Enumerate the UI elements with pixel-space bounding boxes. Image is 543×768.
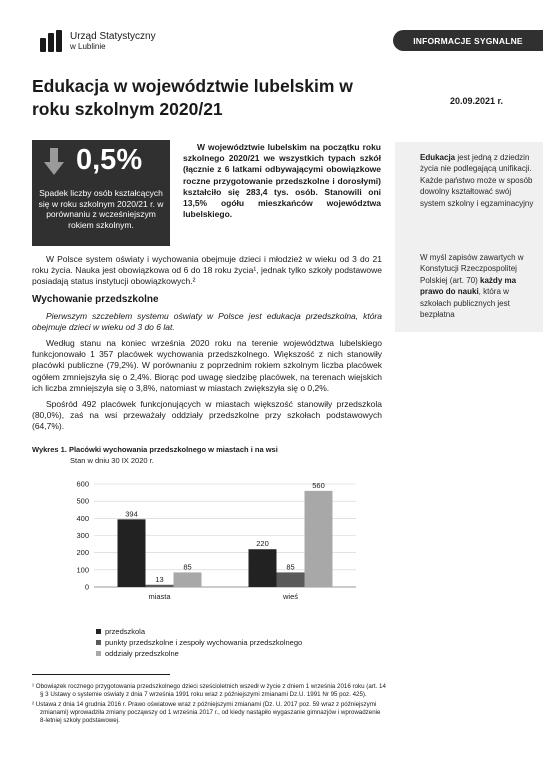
- sidebar-note-constitution-post: , która w szkołach publicznych jest bezpłatna: [420, 287, 510, 320]
- page-title: Edukacja w województwie lubelskim w roku szkolnym 2020/21: [32, 76, 353, 119]
- footnote-divider: [32, 674, 170, 675]
- legend-item: [96, 626, 302, 637]
- footnote-2: ² Ustawa z dnia 14 grudnia 2016 r. Prawo oświatowe wraz z późniejszymi zmianami (Dz. U. 2017 poz. 59 wraz z późniejszymi zmianami) wprowadziła zmiany począwszy od 1 września 2017 r., od kiedy nastąpiło wygaszanie gimnazjów i wprowadzenie 8-letniej szkoły podstawowej.: [32, 701, 381, 724]
- footnotes: [32, 683, 387, 727]
- bar: [146, 585, 174, 587]
- bar-chart: [64, 470, 364, 605]
- bar: [174, 572, 202, 587]
- sidebar-note-constitution: [420, 252, 536, 320]
- org-name-line2: w Lublinie: [70, 41, 106, 51]
- legend-item: [96, 637, 302, 648]
- bar: [305, 491, 333, 587]
- publication-date: 20.09.2021 r.: [450, 96, 504, 106]
- section-title: Wychowanie przedszkolne: [32, 294, 159, 305]
- y-tick-label: 400: [76, 513, 89, 523]
- x-tick-label: miasta: [148, 592, 171, 601]
- y-tick-label: 600: [76, 479, 89, 489]
- bar: [118, 519, 146, 587]
- org-name: [70, 31, 156, 52]
- intro-paragraph: W województwie lubelskim na początku roku szkolnego 2020/21 we wszystkich typach szkół (łącznie z 6 latkami odbywającymi obowiązkowe roczne przygotowanie przedszkolne i dorosłymi) kształciło się 283,4 tys. osób. Stanowili oni 13,5% ogółu mieszkańców województwa lubelskiego.: [183, 142, 381, 220]
- y-tick-label: 300: [76, 531, 89, 540]
- kpi-description: Spadek liczby osób kształcących się w roku szkolnym 2020/21 r. w porównaniu z wcześniejszym rokiem szkolnym.: [38, 188, 164, 230]
- body-paragraph-2: Pierwszym szczeblem systemu oświaty w Polsce jest edukacja przedszkolna, która obejmuje dzieci w wieku od 3 do 6 lat.: [32, 311, 382, 333]
- body-paragraph-1: W Polsce system oświaty i wychowania obejmuje dzieci i młodzież w wieku od 3 do 21 roku życia. Nauka jest obowiązkowa od 6 do 18 roku życia¹, jednak tylko szkoły podstawowe posiadają status instytucji obowiązkowych.²: [32, 254, 382, 287]
- legend-label: przedszkola: [105, 627, 146, 636]
- data-label: 560: [312, 480, 325, 490]
- bar: [249, 549, 277, 587]
- legend-label: oddziały przedszkolne: [105, 649, 179, 658]
- sidebar-note-constitution-bold: każdy ma prawo do nauki: [420, 275, 517, 297]
- data-label: 85: [286, 562, 295, 572]
- legend-swatch: [96, 640, 101, 645]
- footnote-1: ¹ Obowiązek rocznego przygotowania przedszkolnego dzieci sześcioletnich wszedł w życie z dniem 1 września 2016 roku (art. 14 § 3 Ustawy o systemie oświaty z dnia 7 września 1991 roku wraz z późniejszymi zmianami Dz.U. 1991 Nr 95 poz. 425).: [32, 683, 386, 698]
- org-name-line1: Urząd Statystyczny: [70, 30, 156, 42]
- legend-swatch: [96, 629, 101, 634]
- arrow-down-icon: [44, 148, 64, 176]
- sidebar-note-education-text: jest jedną z dziedzin życia nie podlegającą unifikacji. Każde państwo może w sposób dowolny kształtować swój system szkolny i egzaminacyjny: [420, 153, 534, 208]
- data-label: 85: [183, 562, 192, 572]
- sidebar-note-education-bold: Edukacja: [420, 153, 456, 162]
- legend-swatch: [96, 651, 101, 656]
- publication-type-banner: INFORMACJE SYGNALNE: [393, 30, 543, 51]
- kpi-value: 0,5%: [76, 144, 143, 176]
- sidebar-note-education: [420, 152, 536, 209]
- bar: [277, 572, 305, 587]
- data-label: 394: [125, 509, 138, 519]
- legend-item: [96, 648, 302, 659]
- sidebar-note-constitution-pre: W myśl zapisów zawartych w Konstytucji Rzeczpospolitej Polskiej (art. 70): [420, 253, 524, 285]
- body-paragraph-3: Według stanu na koniec września 2020 roku na terenie województwa lubelskiego funkcjonowało 1 357 placówek wychowania przedszkolnego. Większość z nich stanowiły placówki publiczne (79,2%). W porównaniu z poprzednim rokiem szkolnym liczba placówek ogółem zmniejszyła się o 2,4%. Biorąc pod uwagę siedzibę placówek, na terenach wiejskich ich liczba zmniejszyła się o 3,8%, natomiast w miastach zwiększyła się o 0,2%.: [32, 338, 382, 393]
- y-tick-label: 500: [76, 496, 89, 506]
- y-tick-label: 0: [84, 582, 89, 592]
- body-paragraph-4: Spośród 492 placówek funkcjonujących w miastach większość stanowiły przedszkola (80,0%), zaś na wsi przeważały oddziały przedszkolne przy szkołach podstawowych (64,7%).: [32, 399, 382, 432]
- legend-label: punkty przedszkolne i zespoły wychowania przedszkolnego: [105, 638, 303, 647]
- org-emblem-icon: [40, 30, 64, 52]
- x-tick-label: wieś: [282, 592, 299, 601]
- org-logo: [40, 30, 156, 52]
- y-tick-label: 100: [76, 565, 89, 575]
- figure-title: Wykres 1. Placówki wychowania przedszkolnego w miastach i na wsi: [32, 445, 278, 454]
- chart-legend: [96, 626, 302, 659]
- kpi-box: [32, 140, 170, 246]
- figure-subtitle: Stan w dniu 30 IX 2020 r.: [70, 456, 154, 465]
- data-label: 220: [256, 539, 269, 549]
- data-label: 13: [155, 574, 164, 584]
- y-tick-label: 200: [76, 548, 89, 558]
